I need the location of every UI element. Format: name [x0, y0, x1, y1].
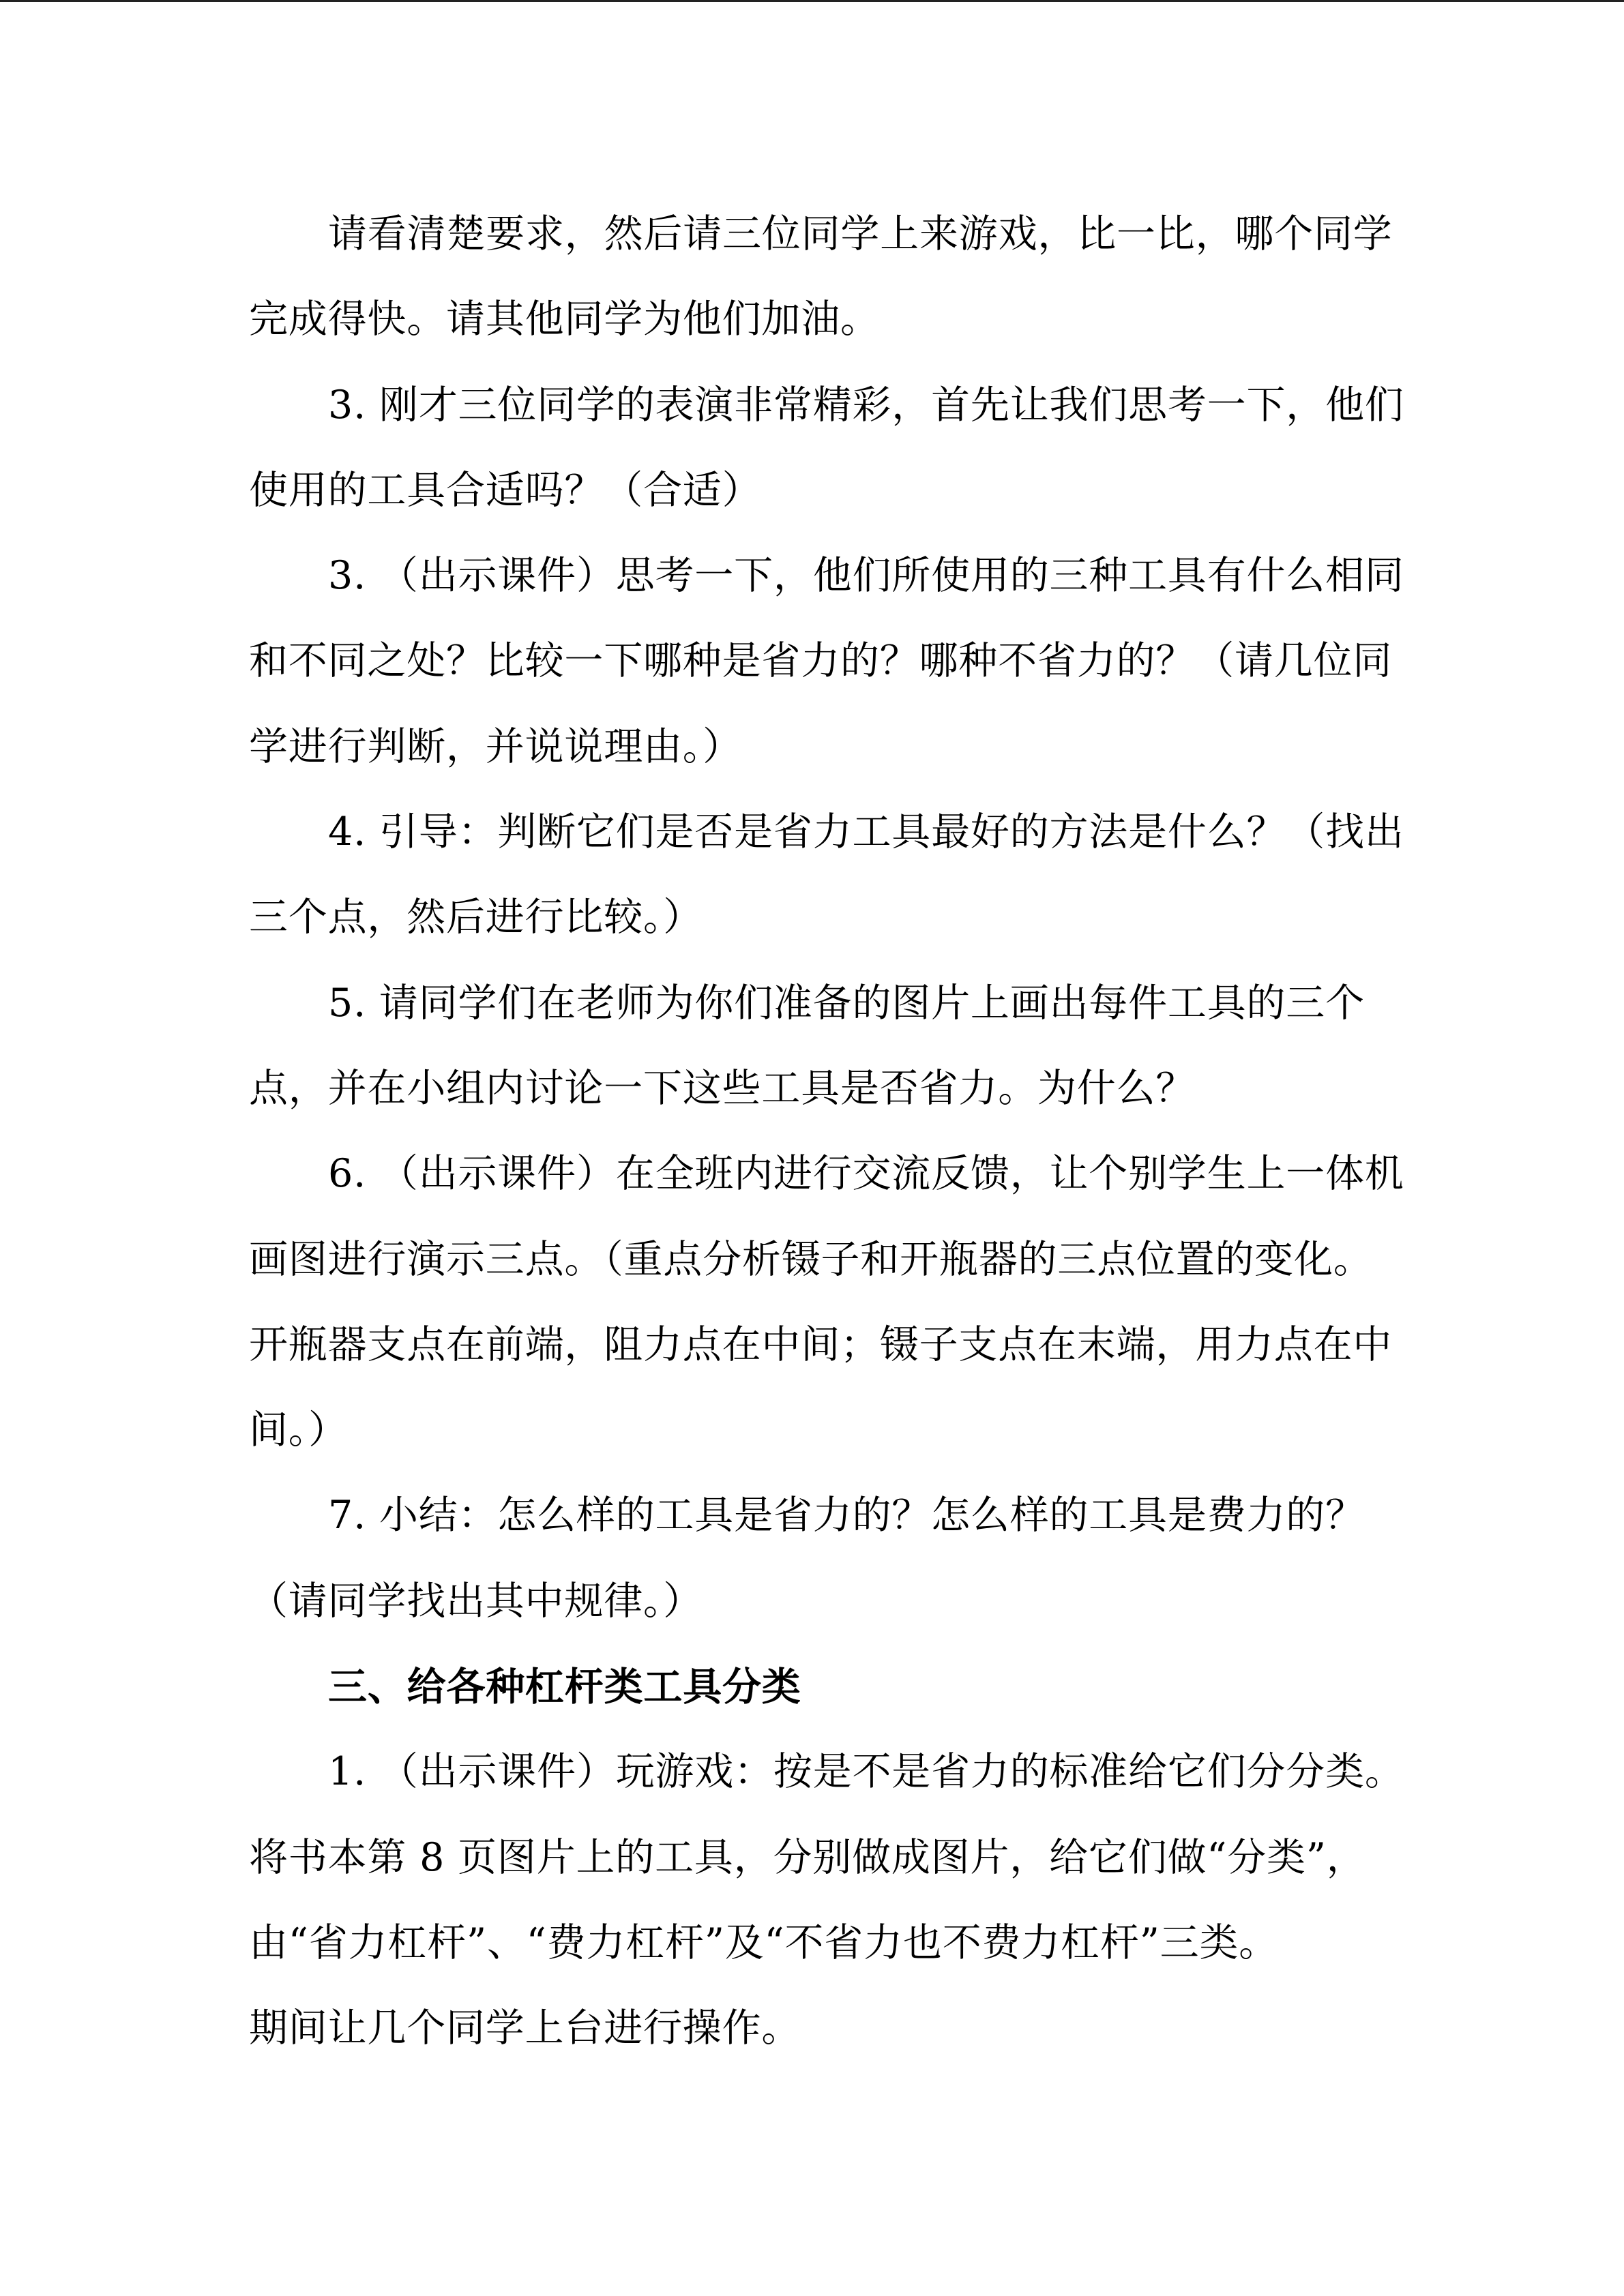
- text-line: 点，并在小组内讨论一下这些工具是否省力。为什么？: [249, 1065, 1196, 1111]
- text-line: 和不同之处？比较一下哪种是省力的？哪种不省力的？（请几位同: [249, 638, 1393, 684]
- text-line: 3. 刚才三位同学的表演非常精彩，首先让我们思考一下，他们: [328, 382, 1404, 428]
- section-heading: 三、给各种杠杆类工具分类: [328, 1664, 801, 1710]
- text-line: 间。）: [249, 1407, 348, 1453]
- text-line: 完成得快。请其他同学为他们加油。: [249, 297, 880, 342]
- section-paragraph-1: [249, 1729, 1404, 2071]
- paragraph-7: [249, 1473, 1395, 1644]
- paragraph-1: [249, 192, 1395, 363]
- text-line: 将书本第 8 页图片上的工具，分别做成图片，给它们做“分类”，: [249, 1834, 1366, 1880]
- text-line: 1. （出示课件）玩游戏：按是不是省力的标准给它们分分类。: [328, 1749, 1404, 1795]
- paragraph-4: [249, 790, 1404, 961]
- text-line: 请看清楚要求，然后请三位同学上来游戏，比一比，哪个同学: [328, 211, 1393, 256]
- text-line: 学进行判断，并说说理由。）: [249, 724, 742, 769]
- text-line: 三个点，然后进行比较。）: [249, 895, 703, 940]
- document-body: [249, 192, 1404, 2072]
- paragraph-5: [249, 961, 1395, 1132]
- paragraph-6: [249, 1131, 1404, 1473]
- text-line: 5. 请同学们在老师为你们准备的图片上画出每件工具的三个: [328, 980, 1365, 1026]
- text-line: 期间让几个同学上台进行操作。: [249, 2006, 801, 2051]
- text-line: 4. 引导：判断它们是否是省力工具最好的方法是什么？（找出: [328, 809, 1404, 855]
- text-line: 7. 小结：怎么样的工具是省力的？怎么样的工具是费力的？: [328, 1493, 1365, 1538]
- text-line: 由“省力杠杆”、“费力杠杆”及“不省力也不费力杠杆”三类。: [249, 1920, 1279, 1965]
- text-line: 使用的工具合适吗？（合适）: [249, 467, 762, 513]
- text-line: 6. （出示课件）在全班内进行交流反馈，让个别学生上一体机: [328, 1151, 1404, 1197]
- text-line: 画图进行演示三点。（重点分析镊子和开瓶器的三点位置的变化。: [249, 1236, 1373, 1282]
- page-edge-line: [0, 0, 1624, 2]
- paragraph-3: [249, 533, 1404, 790]
- paragraph-2: [249, 363, 1404, 534]
- text-line: 3. （出示课件）思考一下，他们所使用的三种工具有什么相同: [328, 553, 1404, 599]
- text-line: （请同学找出其中规律。）: [249, 1578, 703, 1624]
- text-line: 开瓶器支点在前端，阻力点在中间；镊子支点在末端，用力点在中: [249, 1322, 1393, 1367]
